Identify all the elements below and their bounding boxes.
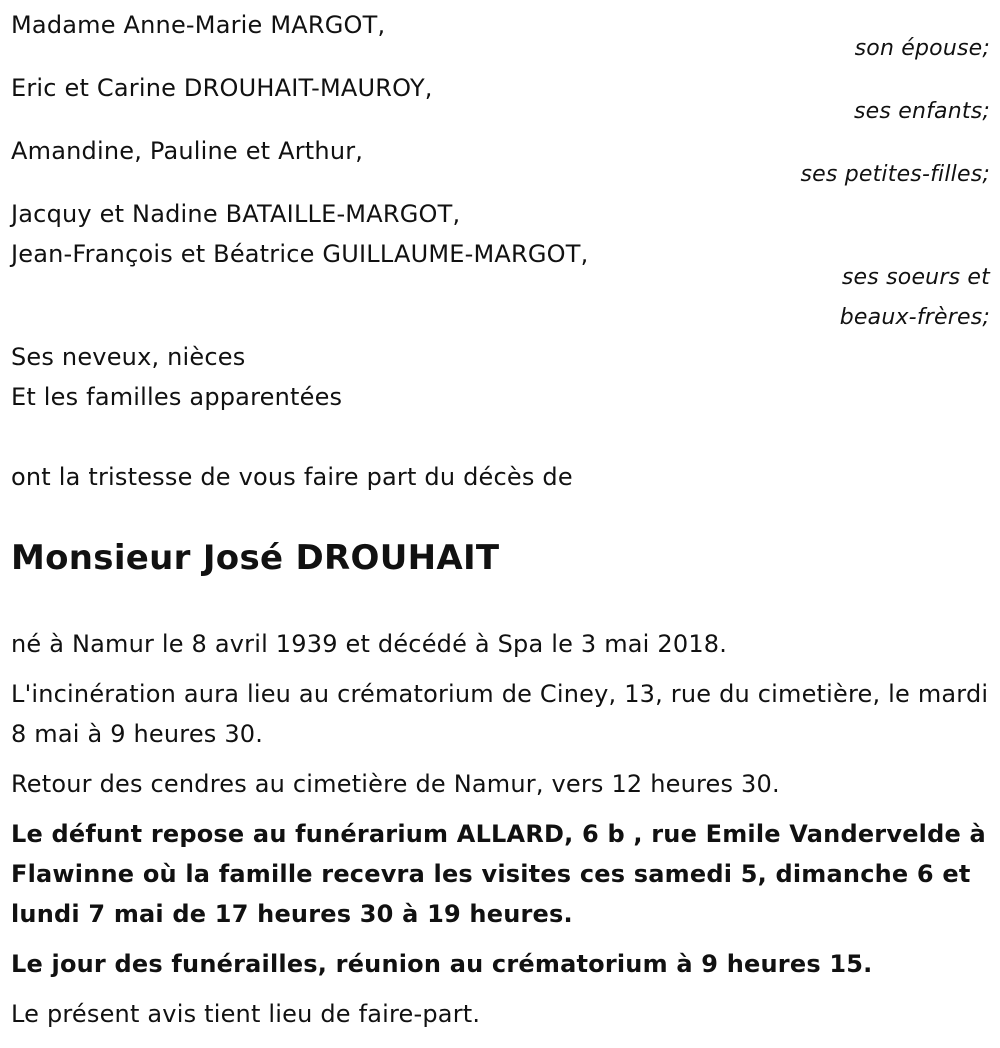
siblings-role-line-1: ses soeurs et <box>841 265 990 290</box>
spouse-name: Madame Anne-Marie MARGOT, <box>11 11 386 39</box>
deceased-name: Monsieur José DROUHAIT <box>11 538 500 578</box>
notice-info: Le présent avis tient lieu de faire-part. <box>11 1000 481 1028</box>
meeting-info: Le jour des funérailles, réunion au crématorium à 9 heures 15. <box>11 950 873 978</box>
children-names: Eric et Carine DROUHAIT-MAUROY, <box>11 74 433 102</box>
birth-death-info: né à Namur le 8 avril 1939 et décédé à Spa le 3 mai 2018. <box>11 630 728 658</box>
other-relatives-line-2: Et les familles apparentées <box>11 383 343 411</box>
cremation-info: L'incinération aura lieu au crématorium de Ciney, 13, rue du cimetière, le mardi 8 mai à 9 heures 30. <box>11 680 989 748</box>
children-role: ses enfants; <box>853 99 990 124</box>
grandchildren-names: Amandine, Pauline et Arthur, <box>11 137 364 165</box>
ashes-info: Retour des cendres au cimetière de Namur, vers 12 heures 30. <box>11 770 780 798</box>
other-relatives-line-1: Ses neveux, nièces <box>11 343 246 371</box>
grandchildren-role: ses petites-filles; <box>800 162 990 187</box>
funerarium-info: Le défunt repose au funérarium ALLARD, 6 b , rue Emile Vandervelde à Flawinne où la famille recevra les visites ces samedi 5, dimanche 6 et lundi 7 mai de 17 heures 30 à 19 heures. <box>11 820 986 928</box>
announcement-intro: ont la tristesse de vous faire part du décès de <box>11 463 573 491</box>
spouse-role: son épouse; <box>854 36 990 61</box>
siblings-role-line-2: beaux-frères; <box>839 305 990 330</box>
siblings-names-line-2: Jean-François et Béatrice GUILLAUME-MARGOT, <box>11 240 589 268</box>
siblings-names-line-1: Jacquy et Nadine BATAILLE-MARGOT, <box>11 200 461 228</box>
